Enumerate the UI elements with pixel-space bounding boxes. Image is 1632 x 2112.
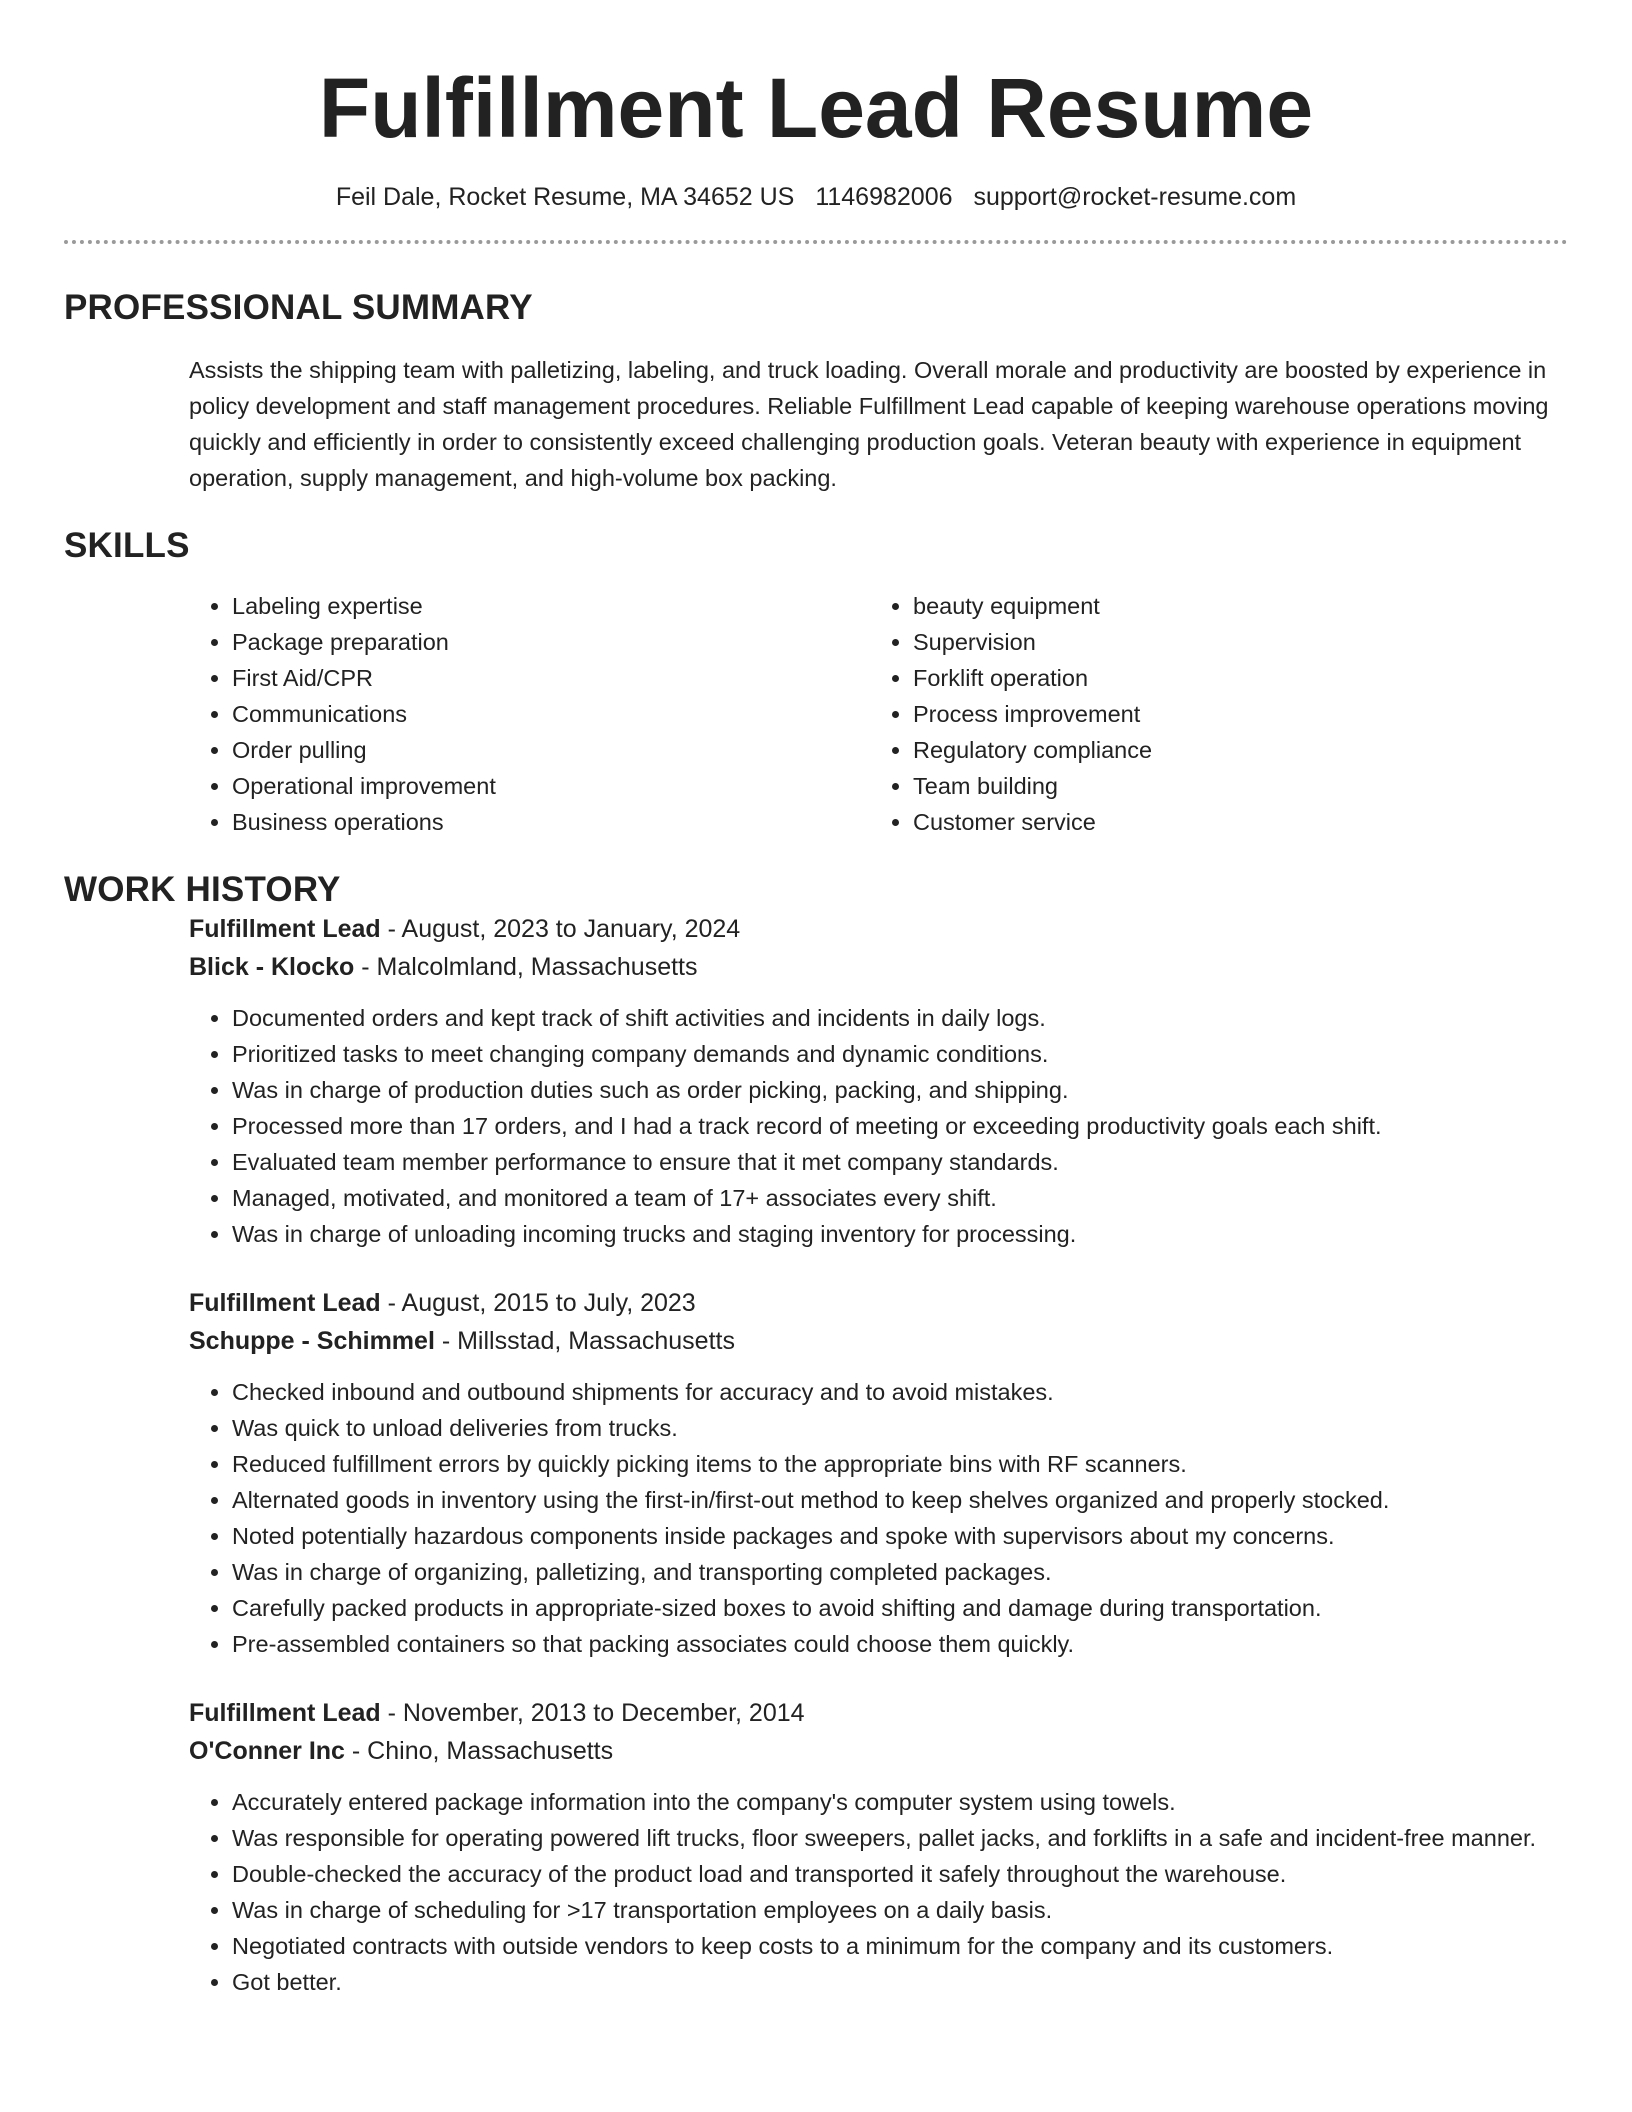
duty-item: • Negotiated contracts with outside vendors to keep costs to a minimum for the company and its customers. [232,1928,1568,1964]
duty-item: • Was responsible for operating powered lift trucks, floor sweepers, pallet jacks, and forklifts in a safe and incident-free manner. [232,1820,1568,1856]
duty-item: • Carefully packed products in appropriate-sized boxes to avoid shifting and damage during transportation. [232,1590,1568,1626]
job-duties [189,1374,1568,1662]
skill-item: • Operational improvement [232,768,870,804]
header-divider [64,240,1568,244]
job-company: O'Conner Inc [189,1736,345,1765]
duty-item: • Was in charge of organizing, palletizing, and transporting completed packages. [232,1554,1568,1590]
job-dates: - August, 2023 to January, 2024 [380,914,741,943]
skill-item: • Order pulling [232,732,870,768]
duty-item: • Was in charge of production duties such as order picking, packing, and shipping. [232,1072,1568,1108]
skill-item: • Regulatory compliance [913,732,1551,768]
duty-item: • Evaluated team member performance to ensure that it met company standards. [232,1144,1568,1180]
duty-item: • Documented orders and kept track of shift activities and incidents in daily logs. [232,1000,1568,1036]
contact-info [64,183,1568,212]
duty-item: • Was in charge of unloading incoming trucks and staging inventory for processing. [232,1216,1568,1252]
skill-item: • Labeling expertise [232,588,870,624]
work-history-list [189,910,1568,2000]
duty-item: • Got better. [232,1964,1568,2000]
duty-item: • Accurately entered package information into the company's computer system using towels. [232,1784,1568,1820]
job-entry [189,910,1568,1252]
job-duties [189,1784,1568,2000]
job-company-line [189,1322,1568,1360]
duty-item: • Was in charge of scheduling for >17 transportation employees on a daily basis. [232,1892,1568,1928]
skill-item: • Communications [232,696,870,732]
job-location: - Chino, Massachusetts [344,1736,614,1765]
job-duties [189,1000,1568,1252]
skill-item: • Customer service [913,804,1551,840]
skill-item: • Forklift operation [913,660,1551,696]
contact-address: Feil Dale, Rocket Resume, MA 34652 US [335,182,795,211]
duty-item: • Pre-assembled containers so that packing associates could choose them quickly. [232,1626,1568,1662]
skill-item: • First Aid/CPR [232,660,870,696]
summary-heading: PROFESSIONAL SUMMARY [64,287,533,327]
job-title-line [189,1694,1568,1732]
duty-item: • Alternated goods in inventory using the first-in/first-out method to keep shelves organized and properly stocked. [232,1482,1568,1518]
skills-list [189,588,1568,840]
duty-item: • Prioritized tasks to meet changing company demands and dynamic conditions. [232,1036,1568,1072]
duty-item: • Double-checked the accuracy of the product load and transported it safely throughout the warehouse. [232,1856,1568,1892]
job-title: Fulfillment Lead [189,1288,381,1317]
skill-item: • Team building [913,768,1551,804]
contact-email: support@rocket-resume.com [973,182,1297,211]
skill-item: • Supervision [913,624,1551,660]
contact-phone: 1146982006 [815,182,953,211]
job-company-line [189,948,1568,986]
duty-item: • Reduced fulfillment errors by quickly picking items to the appropriate bins with RF scanners. [232,1446,1568,1482]
duty-item: • Noted potentially hazardous components inside packages and spoke with supervisors about my concerns. [232,1518,1568,1554]
job-title: Fulfillment Lead [189,914,381,943]
job-entry [189,1694,1568,2000]
job-company-line [189,1732,1568,1770]
summary-text: Assists the shipping team with palletizing, labeling, and truck loading. Overall morale and productivity are boosted by experience in policy development and staff management procedures. Reliable Fulfillment Lead capable of keeping warehouse operations moving quickly and efficiently in order to consistently exceed challenging production goals. Veteran beauty with experience in equipment operation, supply management, and high-volume box packing. [189,356,1549,491]
job-title-line [189,1284,1568,1322]
job-dates: - November, 2013 to December, 2014 [380,1698,805,1727]
skills-heading: SKILLS [64,525,190,565]
job-title-line [189,910,1568,948]
job-location: - Malcolmland, Massachusetts [354,952,698,981]
duty-item: • Managed, motivated, and monitored a team of 17+ associates every shift. [232,1180,1568,1216]
page-title: Fulfillment Lead Resume [318,61,1314,155]
job-location: - Millsstad, Massachusetts [434,1326,735,1355]
skill-item: • Business operations [232,804,870,840]
skill-item: • Process improvement [913,696,1551,732]
duty-item: • Processed more than 17 orders, and I had a track record of meeting or exceeding productivity goals each shift. [232,1108,1568,1144]
work-history-heading: WORK HISTORY [64,869,341,909]
skill-item: • Package preparation [232,624,870,660]
duty-item: • Was quick to unload deliveries from trucks. [232,1410,1568,1446]
skills-column-left [189,588,870,840]
skill-item: • beauty equipment [913,588,1551,624]
skills-column-right [870,588,1551,840]
job-company: Blick - Klocko [189,952,355,981]
job-entry [189,1284,1568,1662]
job-title: Fulfillment Lead [189,1698,381,1727]
job-dates: - August, 2015 to July, 2023 [380,1288,696,1317]
job-company: Schuppe - Schimmel [189,1326,435,1355]
duty-item: • Checked inbound and outbound shipments for accuracy and to avoid mistakes. [232,1374,1568,1410]
